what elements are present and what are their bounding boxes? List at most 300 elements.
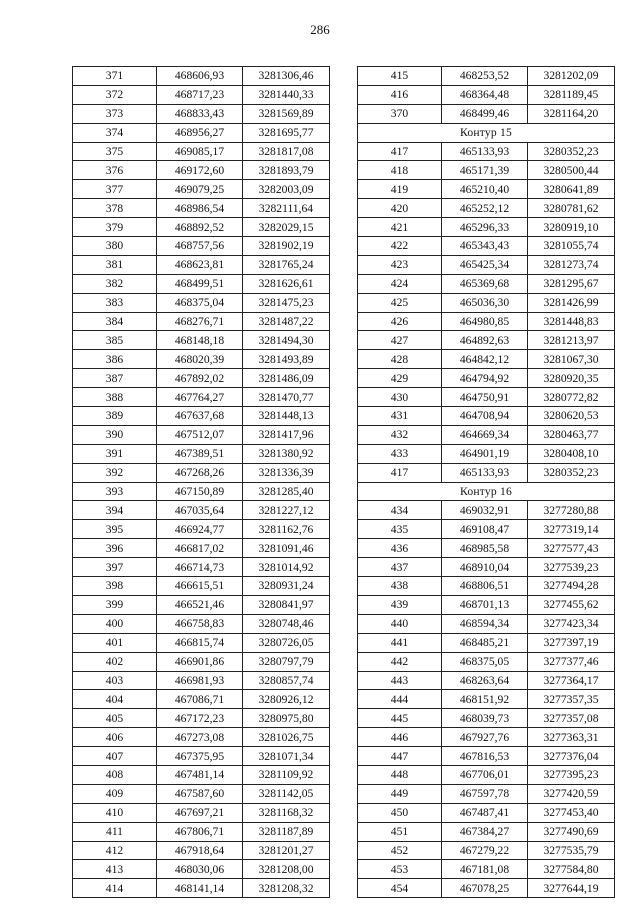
x-coordinate-cell: 469079,25 — [157, 180, 243, 199]
point-number-cell: 429 — [358, 369, 442, 388]
table-row — [73, 425, 330, 444]
x-coordinate-cell: 468910,04 — [442, 558, 528, 577]
x-coordinate-cell: 468833,43 — [157, 104, 243, 123]
y-coordinate-cell: 3277490,69 — [528, 822, 615, 841]
point-number-cell: 412 — [73, 841, 157, 860]
table-row — [73, 822, 330, 841]
x-coordinate-cell: 467375,95 — [157, 747, 243, 766]
point-number-cell: 415 — [358, 67, 442, 86]
point-number-cell: 420 — [358, 199, 442, 218]
y-coordinate-cell: 3281493,89 — [243, 350, 330, 369]
x-coordinate-cell: 464669,34 — [442, 425, 528, 444]
table-row — [73, 841, 330, 860]
x-coordinate-cell: 467927,76 — [442, 728, 528, 747]
x-coordinate-cell: 468151,92 — [442, 690, 528, 709]
point-number-cell: 372 — [73, 85, 157, 104]
table-row — [73, 595, 330, 614]
y-coordinate-cell: 3282111,64 — [243, 199, 330, 218]
y-coordinate-cell: 3281227,12 — [243, 501, 330, 520]
table-row — [73, 104, 330, 123]
x-coordinate-cell: 466758,83 — [157, 614, 243, 633]
y-coordinate-cell: 3280931,24 — [243, 577, 330, 596]
y-coordinate-cell: 3280975,80 — [243, 709, 330, 728]
x-coordinate-cell: 468039,73 — [442, 709, 528, 728]
y-coordinate-cell: 3280841,97 — [243, 595, 330, 614]
table-row — [73, 199, 330, 218]
y-coordinate-cell: 3281695,77 — [243, 123, 330, 142]
table-row — [358, 633, 615, 652]
point-number-cell: 389 — [73, 407, 157, 426]
point-number-cell: 443 — [358, 671, 442, 690]
y-coordinate-cell: 3281091,46 — [243, 539, 330, 558]
table-row — [73, 879, 330, 898]
table-row — [358, 784, 615, 803]
x-coordinate-cell: 468030,06 — [157, 860, 243, 879]
y-coordinate-cell: 3281380,92 — [243, 444, 330, 463]
point-number-cell: 387 — [73, 369, 157, 388]
point-number-cell: 422 — [358, 237, 442, 256]
x-coordinate-cell: 464794,92 — [442, 369, 528, 388]
x-coordinate-cell: 467172,23 — [157, 709, 243, 728]
point-number-cell: 440 — [358, 614, 442, 633]
point-number-cell: 427 — [358, 331, 442, 350]
table-row — [358, 274, 615, 293]
point-number-cell: 423 — [358, 255, 442, 274]
x-coordinate-cell: 468499,46 — [442, 104, 528, 123]
point-number-cell: 392 — [73, 463, 157, 482]
point-number-cell: 396 — [73, 539, 157, 558]
x-coordinate-cell: 467697,21 — [157, 803, 243, 822]
point-number-cell: 380 — [73, 237, 157, 256]
point-number-cell: 370 — [358, 104, 442, 123]
table-row — [73, 709, 330, 728]
contour-header-row — [358, 123, 615, 142]
x-coordinate-cell: 466815,74 — [157, 633, 243, 652]
table-row — [358, 709, 615, 728]
x-coordinate-cell: 464708,94 — [442, 407, 528, 426]
x-coordinate-cell: 467706,01 — [442, 765, 528, 784]
table-row — [73, 671, 330, 690]
x-coordinate-cell: 464842,12 — [442, 350, 528, 369]
point-number-cell: 394 — [73, 501, 157, 520]
point-number-cell: 446 — [358, 728, 442, 747]
x-coordinate-cell: 467268,26 — [157, 463, 243, 482]
x-coordinate-cell: 467918,64 — [157, 841, 243, 860]
point-number-cell: 385 — [73, 331, 157, 350]
point-number-cell: 417 — [358, 463, 442, 482]
table-row — [358, 765, 615, 784]
table-row — [73, 784, 330, 803]
table-row — [73, 255, 330, 274]
x-coordinate-cell: 467150,89 — [157, 482, 243, 501]
contour-title: Контур 16 — [358, 482, 615, 501]
x-coordinate-cell: 468956,27 — [157, 123, 243, 142]
y-coordinate-cell: 3280920,35 — [528, 369, 615, 388]
x-coordinate-cell: 468985,58 — [442, 539, 528, 558]
x-coordinate-cell: 468717,23 — [157, 85, 243, 104]
y-coordinate-cell: 3277455,62 — [528, 595, 615, 614]
table-row — [73, 350, 330, 369]
y-coordinate-cell: 3277644,19 — [528, 879, 615, 898]
contour-header-row — [358, 482, 615, 501]
y-coordinate-cell: 3281067,30 — [528, 350, 615, 369]
table-row — [358, 388, 615, 407]
x-coordinate-cell: 465296,33 — [442, 218, 528, 237]
y-coordinate-cell: 3281440,33 — [243, 85, 330, 104]
y-coordinate-cell: 3277423,34 — [528, 614, 615, 633]
point-number-cell: 448 — [358, 765, 442, 784]
x-coordinate-cell: 468986,54 — [157, 199, 243, 218]
y-coordinate-cell: 3277577,43 — [528, 539, 615, 558]
point-number-cell: 445 — [358, 709, 442, 728]
x-coordinate-cell: 469085,17 — [157, 142, 243, 161]
y-coordinate-cell: 3277377,46 — [528, 652, 615, 671]
y-coordinate-cell: 3281765,24 — [243, 255, 330, 274]
table-row — [73, 388, 330, 407]
y-coordinate-cell: 3281569,89 — [243, 104, 330, 123]
table-row — [358, 747, 615, 766]
point-number-cell: 411 — [73, 822, 157, 841]
table-row — [73, 633, 330, 652]
point-number-cell: 416 — [358, 85, 442, 104]
x-coordinate-cell: 466714,73 — [157, 558, 243, 577]
y-coordinate-cell: 3277494,28 — [528, 577, 615, 596]
x-coordinate-cell: 466981,93 — [157, 671, 243, 690]
point-number-cell: 435 — [358, 520, 442, 539]
x-coordinate-cell: 467637,68 — [157, 407, 243, 426]
point-number-cell: 393 — [73, 482, 157, 501]
y-coordinate-cell: 3280620,53 — [528, 407, 615, 426]
point-number-cell: 382 — [73, 274, 157, 293]
table-row — [73, 803, 330, 822]
x-coordinate-cell: 465036,30 — [442, 293, 528, 312]
x-coordinate-cell: 468276,71 — [157, 312, 243, 331]
coordinates-table-left-body — [73, 67, 330, 898]
table-row — [73, 444, 330, 463]
x-coordinate-cell: 465133,93 — [442, 142, 528, 161]
x-coordinate-cell: 469172,60 — [157, 161, 243, 180]
y-coordinate-cell: 3277376,04 — [528, 747, 615, 766]
table-row — [73, 161, 330, 180]
table-row — [73, 180, 330, 199]
y-coordinate-cell: 3281295,67 — [528, 274, 615, 293]
point-number-cell: 395 — [73, 520, 157, 539]
table-row — [358, 350, 615, 369]
point-number-cell: 417 — [358, 142, 442, 161]
y-coordinate-cell: 3277453,40 — [528, 803, 615, 822]
table-row — [73, 558, 330, 577]
table-row — [73, 690, 330, 709]
x-coordinate-cell: 467806,71 — [157, 822, 243, 841]
point-number-cell: 400 — [73, 614, 157, 633]
y-coordinate-cell: 3277395,23 — [528, 765, 615, 784]
table-row — [358, 237, 615, 256]
x-coordinate-cell: 467035,64 — [157, 501, 243, 520]
point-number-cell: 374 — [73, 123, 157, 142]
table-row — [73, 482, 330, 501]
point-number-cell: 402 — [73, 652, 157, 671]
point-number-cell: 449 — [358, 784, 442, 803]
point-number-cell: 436 — [358, 539, 442, 558]
x-coordinate-cell: 467279,22 — [442, 841, 528, 860]
table-row — [73, 652, 330, 671]
x-coordinate-cell: 466615,51 — [157, 577, 243, 596]
point-number-cell: 391 — [73, 444, 157, 463]
table-row — [358, 520, 615, 539]
table-row — [358, 425, 615, 444]
table-row — [73, 218, 330, 237]
y-coordinate-cell: 3281189,45 — [528, 85, 615, 104]
point-number-cell: 432 — [358, 425, 442, 444]
x-coordinate-cell: 465210,40 — [442, 180, 528, 199]
y-coordinate-cell: 3281208,32 — [243, 879, 330, 898]
y-coordinate-cell: 3281187,89 — [243, 822, 330, 841]
x-coordinate-cell: 468701,13 — [442, 595, 528, 614]
y-coordinate-cell: 3281417,96 — [243, 425, 330, 444]
x-coordinate-cell: 466521,46 — [157, 595, 243, 614]
table-row — [358, 104, 615, 123]
x-coordinate-cell: 464892,63 — [442, 331, 528, 350]
y-coordinate-cell: 3281487,22 — [243, 312, 330, 331]
y-coordinate-cell: 3280500,44 — [528, 161, 615, 180]
y-coordinate-cell: 3281026,75 — [243, 728, 330, 747]
table-row — [73, 728, 330, 747]
y-coordinate-cell: 3281014,92 — [243, 558, 330, 577]
point-number-cell: 397 — [73, 558, 157, 577]
point-number-cell: 379 — [73, 218, 157, 237]
x-coordinate-cell: 468606,93 — [157, 67, 243, 86]
table-row — [73, 765, 330, 784]
x-coordinate-cell: 465133,93 — [442, 463, 528, 482]
point-number-cell: 386 — [73, 350, 157, 369]
y-coordinate-cell: 3281626,61 — [243, 274, 330, 293]
point-number-cell: 406 — [73, 728, 157, 747]
y-coordinate-cell: 3277319,14 — [528, 520, 615, 539]
x-coordinate-cell: 465343,43 — [442, 237, 528, 256]
y-coordinate-cell: 3282003,09 — [243, 180, 330, 199]
table-row — [358, 331, 615, 350]
y-coordinate-cell: 3280926,12 — [243, 690, 330, 709]
point-number-cell: 433 — [358, 444, 442, 463]
y-coordinate-cell: 3280748,46 — [243, 614, 330, 633]
x-coordinate-cell: 467481,14 — [157, 765, 243, 784]
table-row — [73, 860, 330, 879]
y-coordinate-cell: 3280772,82 — [528, 388, 615, 407]
table-row — [358, 85, 615, 104]
y-coordinate-cell: 3281448,83 — [528, 312, 615, 331]
point-number-cell: 378 — [73, 199, 157, 218]
point-number-cell: 419 — [358, 180, 442, 199]
x-coordinate-cell: 465425,34 — [442, 255, 528, 274]
y-coordinate-cell: 3277357,35 — [528, 690, 615, 709]
y-coordinate-cell: 3281486,09 — [243, 369, 330, 388]
x-coordinate-cell: 467181,08 — [442, 860, 528, 879]
point-number-cell: 371 — [73, 67, 157, 86]
point-number-cell: 388 — [73, 388, 157, 407]
x-coordinate-cell: 468253,52 — [442, 67, 528, 86]
y-coordinate-cell: 3281109,92 — [243, 765, 330, 784]
x-coordinate-cell: 466924,77 — [157, 520, 243, 539]
point-number-cell: 390 — [73, 425, 157, 444]
table-row — [358, 255, 615, 274]
point-number-cell: 441 — [358, 633, 442, 652]
y-coordinate-cell: 3281426,99 — [528, 293, 615, 312]
table-row — [73, 331, 330, 350]
y-coordinate-cell: 3281285,40 — [243, 482, 330, 501]
contour-title: Контур 15 — [358, 123, 615, 142]
x-coordinate-cell: 467273,08 — [157, 728, 243, 747]
table-row — [73, 312, 330, 331]
x-coordinate-cell: 468141,14 — [157, 879, 243, 898]
point-number-cell: 383 — [73, 293, 157, 312]
table-row — [358, 822, 615, 841]
y-coordinate-cell: 3277280,88 — [528, 501, 615, 520]
x-coordinate-cell: 468623,81 — [157, 255, 243, 274]
point-number-cell: 413 — [73, 860, 157, 879]
table-row — [358, 199, 615, 218]
table-row — [358, 463, 615, 482]
point-number-cell: 452 — [358, 841, 442, 860]
table-row — [73, 539, 330, 558]
point-number-cell: 454 — [358, 879, 442, 898]
table-row — [73, 520, 330, 539]
point-number-cell: 439 — [358, 595, 442, 614]
point-number-cell: 421 — [358, 218, 442, 237]
table-row — [358, 690, 615, 709]
y-coordinate-cell: 3277539,23 — [528, 558, 615, 577]
point-number-cell: 377 — [73, 180, 157, 199]
point-number-cell: 410 — [73, 803, 157, 822]
table-row — [73, 577, 330, 596]
x-coordinate-cell: 467816,53 — [442, 747, 528, 766]
x-coordinate-cell: 467078,25 — [442, 879, 528, 898]
y-coordinate-cell: 3281213,97 — [528, 331, 615, 350]
table-row — [73, 274, 330, 293]
table-row — [358, 860, 615, 879]
x-coordinate-cell: 468375,05 — [442, 652, 528, 671]
point-number-cell: 425 — [358, 293, 442, 312]
y-coordinate-cell: 3277363,31 — [528, 728, 615, 747]
table-row — [358, 671, 615, 690]
coordinates-table-right-body — [358, 67, 615, 898]
table-row — [358, 803, 615, 822]
x-coordinate-cell: 467587,60 — [157, 784, 243, 803]
point-number-cell: 453 — [358, 860, 442, 879]
y-coordinate-cell: 3277357,08 — [528, 709, 615, 728]
table-row — [358, 501, 615, 520]
point-number-cell: 381 — [73, 255, 157, 274]
point-number-cell: 399 — [73, 595, 157, 614]
table-row — [73, 747, 330, 766]
x-coordinate-cell: 466817,02 — [157, 539, 243, 558]
point-number-cell: 401 — [73, 633, 157, 652]
table-row — [73, 85, 330, 104]
point-number-cell: 404 — [73, 690, 157, 709]
x-coordinate-cell: 467086,71 — [157, 690, 243, 709]
point-number-cell: 407 — [73, 747, 157, 766]
x-coordinate-cell: 468892,52 — [157, 218, 243, 237]
table-row — [358, 407, 615, 426]
x-coordinate-cell: 467384,27 — [442, 822, 528, 841]
table-row — [358, 161, 615, 180]
table-row — [358, 652, 615, 671]
table-row — [358, 728, 615, 747]
table-row — [73, 369, 330, 388]
x-coordinate-cell: 467597,78 — [442, 784, 528, 803]
x-coordinate-cell: 464980,85 — [442, 312, 528, 331]
point-number-cell: 424 — [358, 274, 442, 293]
y-coordinate-cell: 3281142,05 — [243, 784, 330, 803]
table-row — [73, 407, 330, 426]
table-row — [358, 293, 615, 312]
x-coordinate-cell: 468757,56 — [157, 237, 243, 256]
table-row — [73, 463, 330, 482]
y-coordinate-cell: 3281208,00 — [243, 860, 330, 879]
x-coordinate-cell: 465252,12 — [442, 199, 528, 218]
y-coordinate-cell: 3277397,19 — [528, 633, 615, 652]
x-coordinate-cell: 468806,51 — [442, 577, 528, 596]
point-number-cell: 434 — [358, 501, 442, 520]
point-number-cell: 438 — [358, 577, 442, 596]
point-number-cell: 426 — [358, 312, 442, 331]
table-row — [358, 312, 615, 331]
y-coordinate-cell: 3281202,09 — [528, 67, 615, 86]
point-number-cell: 409 — [73, 784, 157, 803]
y-coordinate-cell: 3280352,23 — [528, 142, 615, 161]
table-row — [358, 577, 615, 596]
y-coordinate-cell: 3281168,32 — [243, 803, 330, 822]
x-coordinate-cell: 465171,39 — [442, 161, 528, 180]
point-number-cell: 376 — [73, 161, 157, 180]
table-row — [358, 142, 615, 161]
point-number-cell: 447 — [358, 747, 442, 766]
point-number-cell: 403 — [73, 671, 157, 690]
x-coordinate-cell: 468263,64 — [442, 671, 528, 690]
table-row — [73, 142, 330, 161]
x-coordinate-cell: 469032,91 — [442, 501, 528, 520]
point-number-cell: 450 — [358, 803, 442, 822]
table-row — [73, 501, 330, 520]
y-coordinate-cell: 3280781,62 — [528, 199, 615, 218]
point-number-cell: 398 — [73, 577, 157, 596]
x-coordinate-cell: 468594,34 — [442, 614, 528, 633]
y-coordinate-cell: 3281306,46 — [243, 67, 330, 86]
point-number-cell: 408 — [73, 765, 157, 784]
x-coordinate-cell: 467487,41 — [442, 803, 528, 822]
point-number-cell: 418 — [358, 161, 442, 180]
x-coordinate-cell: 467892,02 — [157, 369, 243, 388]
y-coordinate-cell: 3281448,13 — [243, 407, 330, 426]
y-coordinate-cell: 3281893,79 — [243, 161, 330, 180]
table-row — [358, 558, 615, 577]
coordinates-table-left — [72, 66, 330, 898]
coordinates-table-right — [357, 66, 615, 898]
x-coordinate-cell: 468364,48 — [442, 85, 528, 104]
y-coordinate-cell: 3281273,74 — [528, 255, 615, 274]
y-coordinate-cell: 3281071,34 — [243, 747, 330, 766]
y-coordinate-cell: 3281902,19 — [243, 237, 330, 256]
x-coordinate-cell: 469108,47 — [442, 520, 528, 539]
y-coordinate-cell: 3281470,77 — [243, 388, 330, 407]
x-coordinate-cell: 467389,51 — [157, 444, 243, 463]
table-row — [358, 614, 615, 633]
x-coordinate-cell: 468020,39 — [157, 350, 243, 369]
point-number-cell: 431 — [358, 407, 442, 426]
point-number-cell: 428 — [358, 350, 442, 369]
table-row — [358, 879, 615, 898]
table-row — [73, 67, 330, 86]
y-coordinate-cell: 3281164,20 — [528, 104, 615, 123]
